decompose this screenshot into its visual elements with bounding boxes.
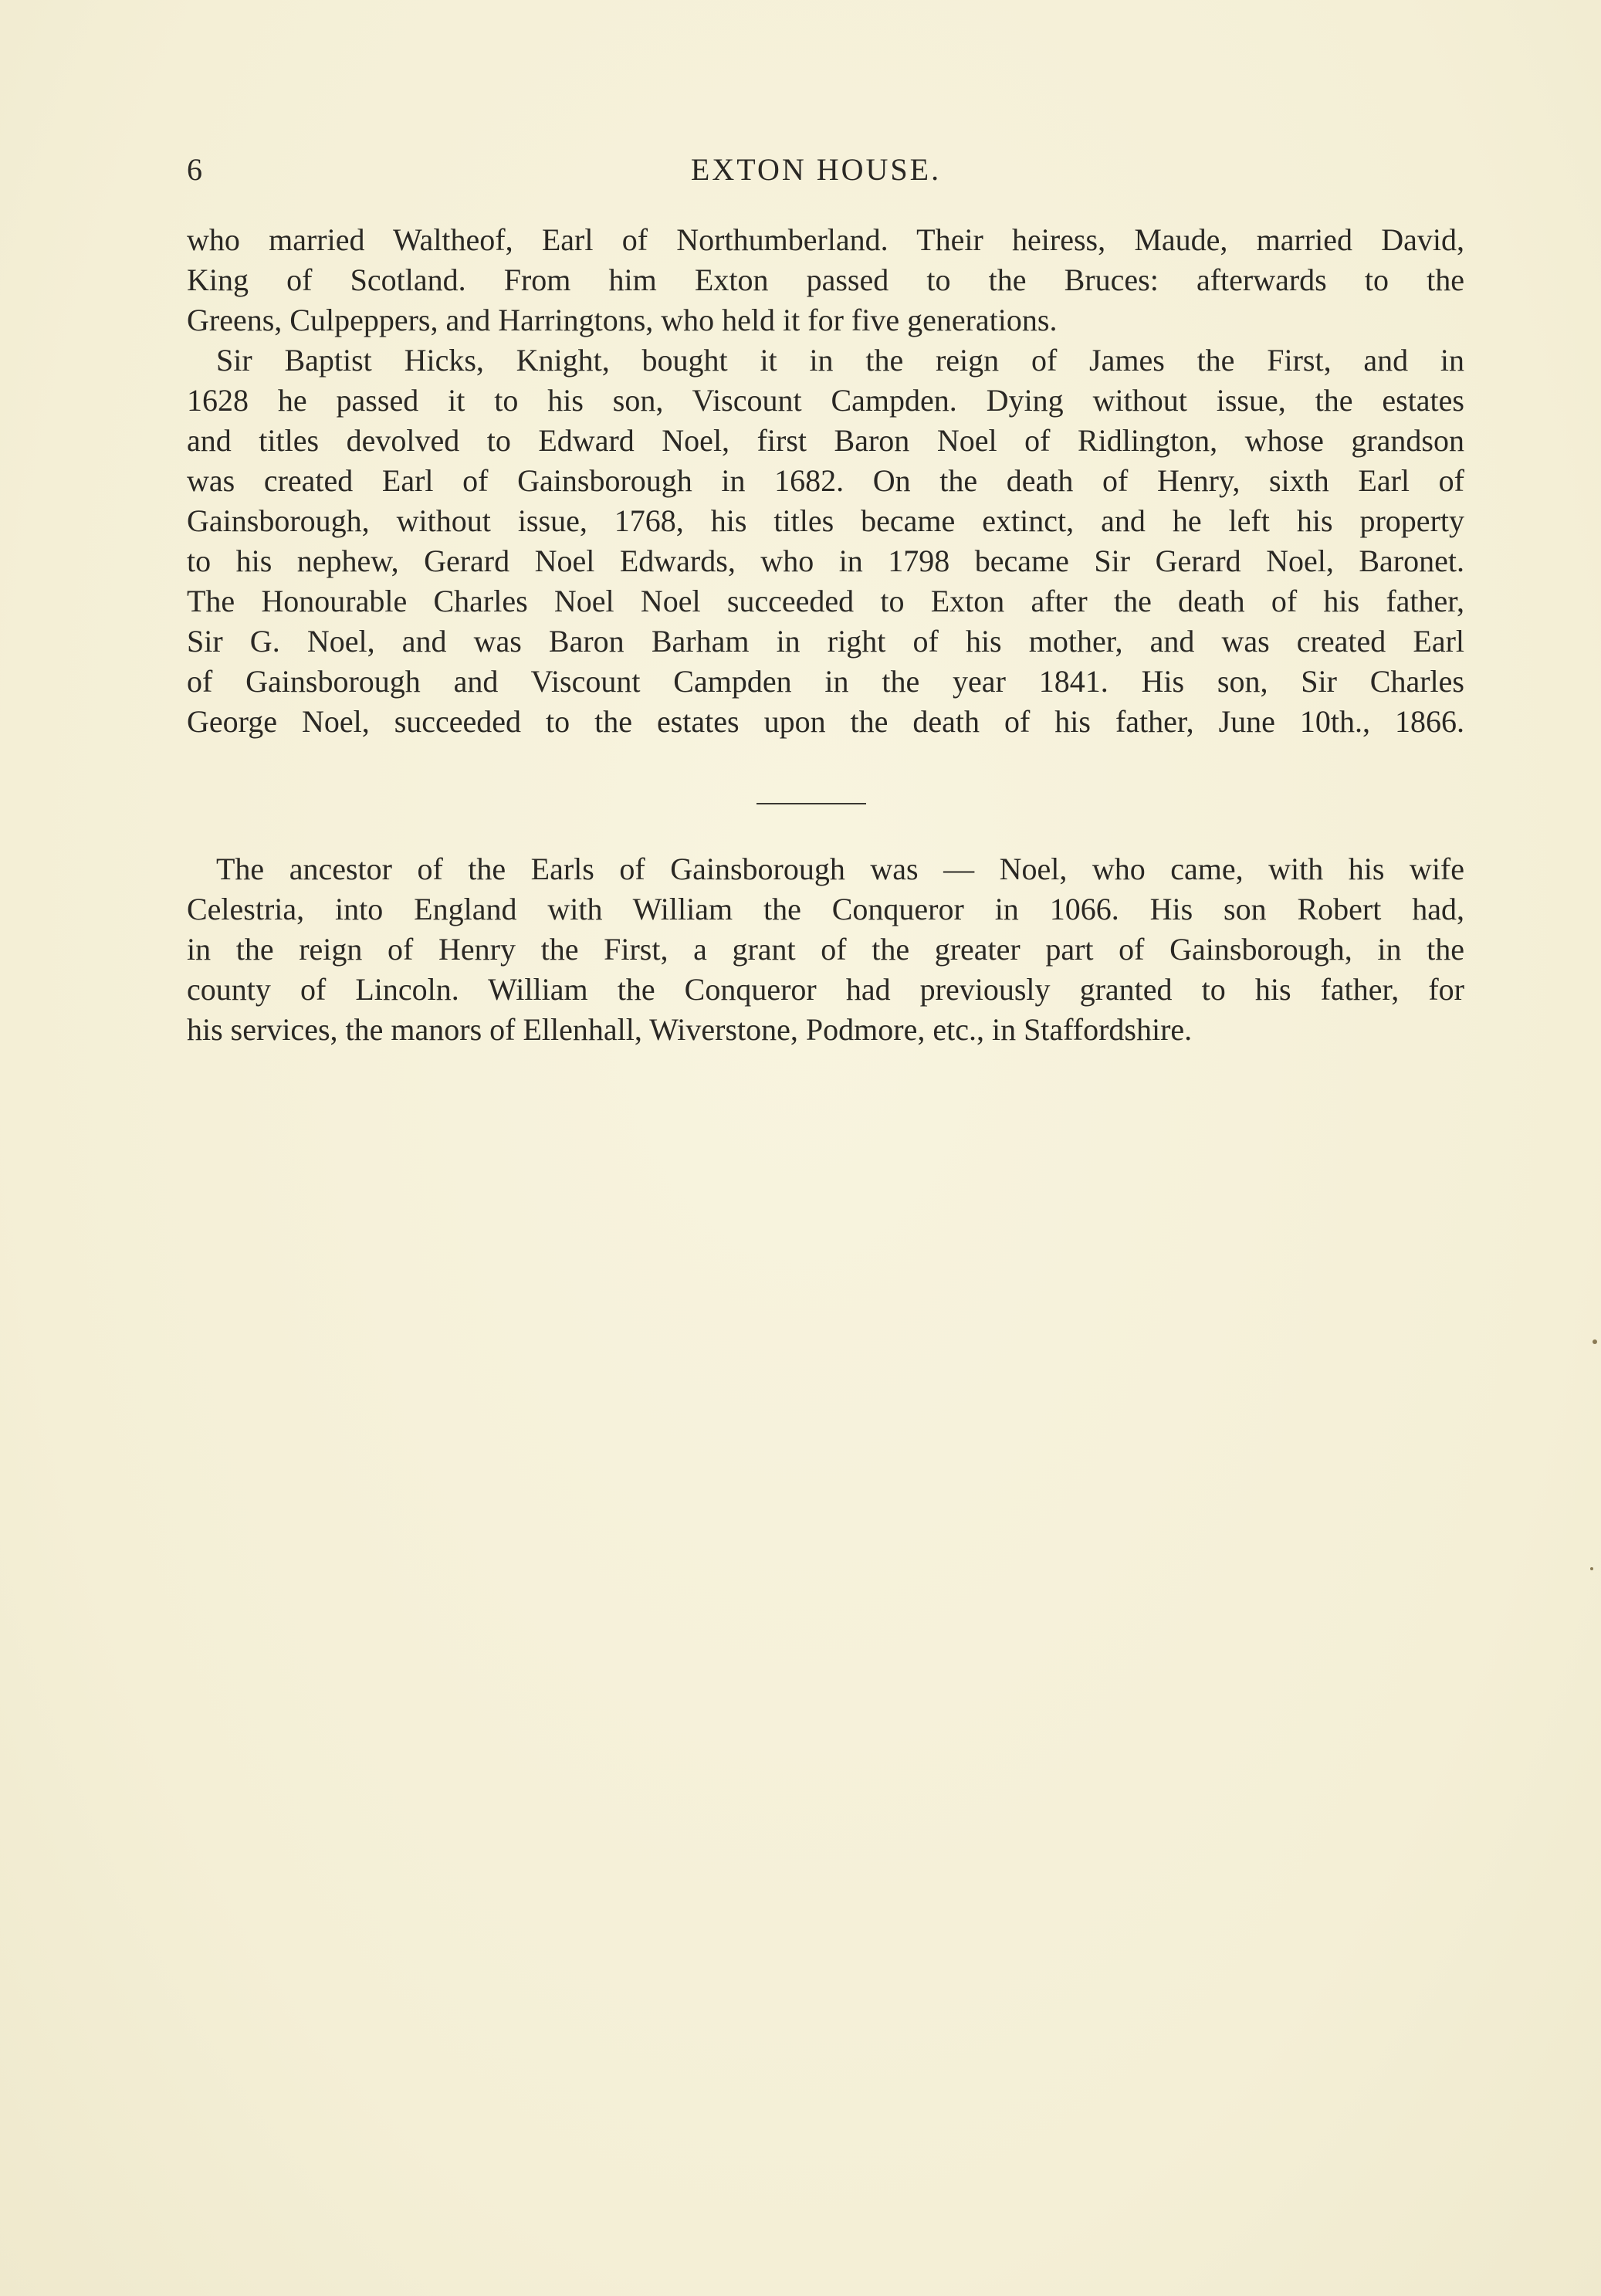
text-line: Sir G. Noel, and was Baron Barham in right of his mother, and was created Earl [187,624,1464,659]
text-line: of Gainsborough and Viscount Campden in the year 1841. His son, Sir Charles [187,664,1464,699]
text-line: Celestria, into England with William the Conqueror in 1066. His son Robert had, [187,892,1464,926]
section-divider-rule [756,803,866,804]
text-line: his services, the manors of Ellenhall, Wiverstone, Podmore, etc., in Staffordshire. [187,1012,1193,1047]
text-line: 1628 he passed it to his son, Viscount Campden. Dying without issue, the estates [187,383,1464,418]
page-header [187,151,1445,198]
text-section-1 [187,220,1464,742]
paper-speck [1590,1567,1593,1570]
paragraph [187,220,1464,340]
text-line: Sir Baptist Hicks, Knight, bought it in the reign of James the First, and in [216,343,1464,378]
text-line: and titles devolved to Edward Noel, first Baron Noel of Ridlington, whose grandson [187,423,1464,458]
text-line: Gainsborough, without issue, 1768, his titles became extinct, and he left his property [187,503,1464,538]
text-line: county of Lincoln. William the Conqueror had previously granted to his father, for [187,972,1464,1007]
text-line: in the reign of Henry the First, a grant of the greater part of Gainsborough, in the [187,932,1464,967]
text-line: The Honourable Charles Noel Noel succeeded to Exton after the death of his father, [187,584,1464,618]
text-line: George Noel, succeeded to the estates upon the death of his father, June 10th., 1866. [187,704,1464,739]
paragraph [187,849,1464,1050]
page-number: 6 [187,152,203,187]
text-line: to his nephew, Gerard Noel Edwards, who in 1798 became Sir Gerard Noel, Baronet. [187,544,1464,578]
text-line: The ancestor of the Earls of Gainsborough was — Noel, who came, with his wife [216,852,1464,886]
text-line: Greens, Culpeppers, and Harringtons, who held it for five generations. [187,303,1058,337]
text-line: was created Earl of Gainsborough in 1682. On the death of Henry, sixth Earl of [187,463,1464,498]
running-title: EXTON HOUSE. [690,152,942,187]
paragraph [187,340,1464,742]
text-line: King of Scotland. From him Exton passed to the Bruces: afterwards to the [187,262,1464,297]
paper-speck [1593,1339,1597,1344]
text-section-2 [187,849,1464,1050]
text-line: who married Waltheof, Earl of Northumberland. Their heiress, Maude, married David, [187,222,1464,257]
